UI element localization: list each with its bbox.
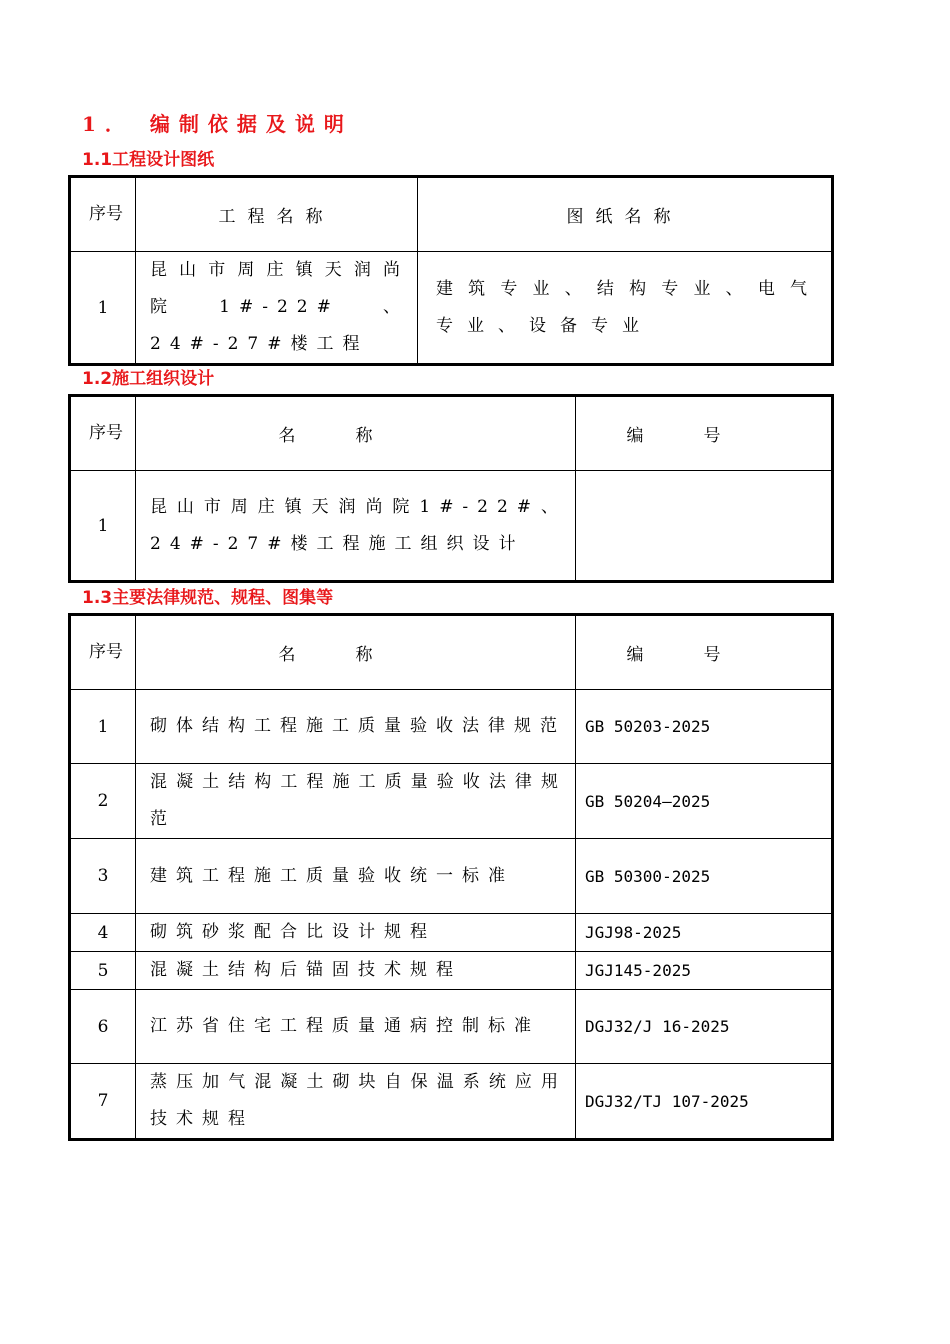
section1-title: 1.1工程设计图纸 bbox=[82, 150, 215, 170]
drawings-table bbox=[68, 175, 834, 366]
row-project-name: 昆山市周庄镇天润尚院1#-22#、24#-27#楼工程 bbox=[136, 252, 418, 365]
row-name: 混凝土结构工程施工质量验收法律规范 bbox=[136, 764, 576, 839]
row-seq: 4 bbox=[70, 914, 136, 952]
header-code: 编号 bbox=[576, 615, 833, 690]
row-seq: 7 bbox=[70, 1064, 136, 1140]
section3-title: 1.3主要法律规范、规程、图集等 bbox=[82, 588, 334, 608]
header-drawing-name: 图纸名称 bbox=[418, 177, 833, 252]
row-name: 江苏省住宅工程质量通病控制标准 bbox=[136, 990, 576, 1064]
table-row bbox=[70, 690, 833, 764]
row-seq: 5 bbox=[70, 952, 136, 990]
row-name: 昆山市周庄镇天润尚院1#-22#、24#-27#楼工程施工组织设计 bbox=[136, 471, 576, 582]
row-seq: 3 bbox=[70, 839, 136, 914]
row-name: 混凝土结构后锚固技术规程 bbox=[136, 952, 576, 990]
table-row bbox=[70, 990, 833, 1064]
header-seq: 序号 bbox=[70, 615, 136, 690]
row-drawing-name: 建筑专业、结构专业、电气专业、设备专业 bbox=[418, 252, 833, 365]
table-row bbox=[70, 839, 833, 914]
row-code bbox=[576, 471, 833, 582]
row-seq: 1 bbox=[70, 252, 136, 365]
row-code: GB 50204—2025 bbox=[576, 764, 833, 839]
row-code: JGJ145-2025 bbox=[576, 952, 833, 990]
row-name: 蒸压加气混凝土砌块自保温系统应用技术规程 bbox=[136, 1064, 576, 1140]
document-heading: 1． 编制依据及说明 bbox=[82, 112, 353, 136]
row-code: GB 50300-2025 bbox=[576, 839, 833, 914]
header-project-name: 工程名称 bbox=[136, 177, 418, 252]
table-row bbox=[70, 1064, 833, 1140]
header-code: 编号 bbox=[576, 396, 833, 471]
row-code: DGJ32/J 16-2025 bbox=[576, 990, 833, 1064]
row-name: 砌体结构工程施工质量验收法律规范 bbox=[136, 690, 576, 764]
table-row bbox=[70, 764, 833, 839]
table-row bbox=[70, 952, 833, 990]
row-name: 建筑工程施工质量验收统一标准 bbox=[136, 839, 576, 914]
header-name: 名称 bbox=[136, 615, 576, 690]
standards-table bbox=[68, 613, 834, 1141]
row-seq: 1 bbox=[70, 471, 136, 582]
table-row bbox=[70, 914, 833, 952]
header-seq: 序号 bbox=[70, 396, 136, 471]
row-code: GB 50203-2025 bbox=[576, 690, 833, 764]
section2-title: 1.2施工组织设计 bbox=[82, 369, 215, 389]
row-seq: 1 bbox=[70, 690, 136, 764]
row-name: 砌筑砂浆配合比设计规程 bbox=[136, 914, 576, 952]
row-code: DGJ32/TJ 107-2025 bbox=[576, 1064, 833, 1140]
row-code: JGJ98-2025 bbox=[576, 914, 833, 952]
header-seq: 序号 bbox=[70, 177, 136, 252]
row-seq: 6 bbox=[70, 990, 136, 1064]
construction-design-table bbox=[68, 394, 834, 583]
row-seq: 2 bbox=[70, 764, 136, 839]
header-name: 名称 bbox=[136, 396, 576, 471]
